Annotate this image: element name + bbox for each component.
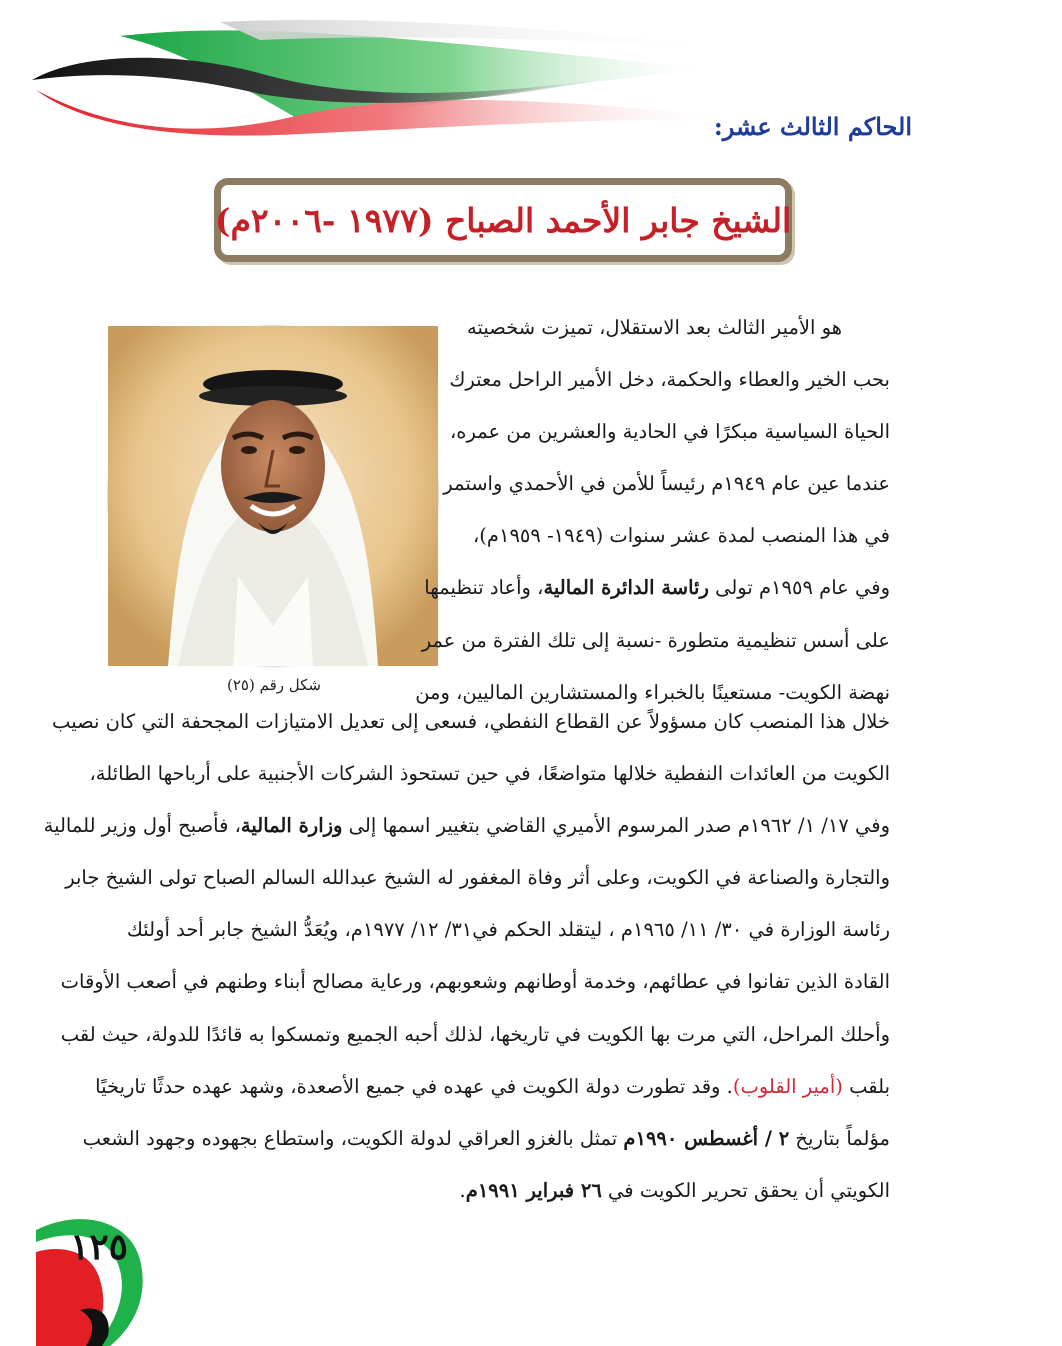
text-line: رئاسة الوزارة في ٣٠/ ١١/ ١٩٦٥م ، ليتقلد الحكم في٣١/ ١٢/ ١٩٧٧م، ويُعَدُّ الشيخ جابر أحد أولئك: [126, 918, 890, 942]
text-line: وأحلك المراحل، التي مرت بها الكويت في تاريخها، لذلك أحبه الجميع وتمسكوا به قائدًا للدولة، حيث لقب: [60, 1022, 890, 1046]
figure-caption: شكل رقم (٢٥): [227, 676, 321, 694]
bold-date-liberation: ٢٦ فبراير ١٩٩١م: [465, 1178, 602, 1202]
highlight-title-amir-alquloub: (أمير القلوب): [732, 1074, 843, 1098]
text-line: [108, 1165, 890, 1217]
page-title: الشيخ جابر الأحمد الصباح (١٩٧٧ -٢٠٠٦م): [214, 200, 792, 240]
title-frame: [214, 178, 792, 262]
text-line: الحياة السياسية مبكرًا في الحادية والعشرين من عمره،: [449, 420, 890, 444]
bold-term-finance-ministry: وزارة المالية: [240, 814, 343, 838]
text-line: الكويت من العائدات النفطية خلالها متواضعًا، في حين تستحوذ الشركات الأجنبية على أرباحها الطائلة،: [89, 762, 890, 786]
text-run: .: [459, 1178, 466, 1202]
flag-wave-decoration: [0, 0, 760, 140]
text-run: ، وأعاد تنظيمها: [424, 576, 544, 600]
text-line: عندما عين عام ١٩٤٩م رئيساً للأمن في الأحمدي واستمر: [443, 472, 890, 496]
text-line: [424, 562, 890, 614]
bold-date-invasion: ٢ / أغسطس ١٩٩٠م: [623, 1126, 790, 1150]
portrait-image: [108, 326, 438, 666]
section-label: الحاكم الثالث عشر:: [713, 112, 912, 141]
text-line: في هذا المنصب لمدة عشر سنوات (١٩٤٩- ١٩٥٩م)،: [472, 524, 890, 548]
page-corner-decoration: [0, 1200, 150, 1346]
intro-paragraph: [415, 302, 890, 719]
text-line: القادة الذين تفانوا في عطائهم، وخدمة أوطانهم وشعوبهم، ورعاية مصالح أبناء وطنهم في أصعب الأوقات: [60, 970, 890, 994]
text-run: . وقد تطورت دولة الكويت في عهده في جميع الأصعدة، وشهد عهده حدثًا تاريخيًا: [95, 1074, 733, 1098]
bold-term-finance-department: رئاسة الدائرة المالية: [543, 576, 709, 600]
text-run: الكويتي أن يحقق تحرير الكويت في: [601, 1178, 890, 1202]
text-line: على أسس تنظيمية متطورة -نسبة إلى تلك الفترة من عمر: [421, 628, 890, 652]
text-line: والتجارة والصناعة في الكويت، وعلى أثر وفاة المغفور له الشيخ عبدالله السالم الصباح تولى الشيخ جابر: [65, 866, 890, 890]
text-line: نهضة الكويت- مستعينًا بالخبراء والمستشارين الماليين، ومن: [415, 680, 890, 704]
text-run: وفي عام ١٩٥٩م تولى: [708, 576, 890, 600]
text-line: بحب الخير والعطاء والحكمة، دخل الأمير الراحل معترك: [449, 368, 890, 392]
portrait-illustration: [108, 326, 438, 666]
text-line: [82, 1113, 890, 1165]
page-number: ١٢٥: [70, 1226, 129, 1268]
text-line: [43, 800, 890, 852]
text-run: تمثل بالغزو العراقي لدولة الكويت، واستطاع بجهوده وجهود الشعب: [82, 1126, 624, 1150]
text-run: ، فأصبح أول وزير للمالية: [43, 814, 241, 838]
text-line: [95, 1061, 890, 1113]
text-run: مؤلماً بتاريخ: [789, 1126, 890, 1150]
text-line: خلال هذا المنصب كان مسؤولاً عن القطاع النفطي، فسعى إلى تعديل الامتيازات المجحفة التي كان نصيب: [52, 710, 890, 733]
text-line: هو الأمير الثالث بعد الاستقلال، تميزت شخصيته: [466, 316, 842, 339]
text-run: وفي ١٧/ ١/ ١٩٦٢م صدر المرسوم الأميري القاضي بتغيير اسمها إلى: [342, 814, 890, 838]
body-paragraph: [43, 696, 890, 1217]
text-run: بلقب: [842, 1074, 890, 1098]
